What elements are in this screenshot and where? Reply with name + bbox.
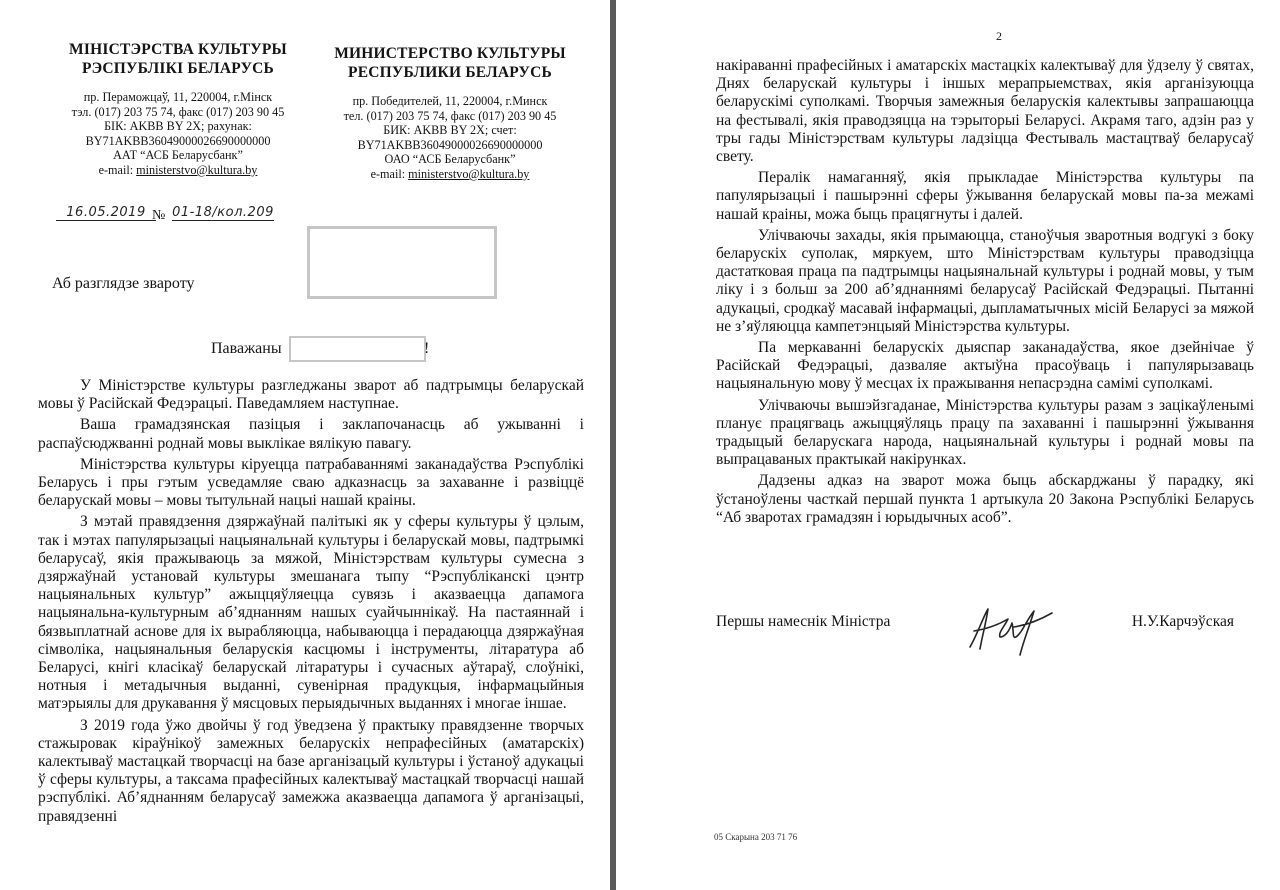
org-bank-code: БИК: AKBB BY 2X; счет: (383, 123, 517, 138)
executor-note: 05 Скарына 203 71 76 (714, 832, 798, 842)
redacted-recipient-address (307, 226, 497, 299)
org-email-label: e-mail: (370, 166, 409, 181)
page-number: 2 (996, 29, 1002, 43)
letter-body-page-1 (38, 377, 584, 829)
org-email-row (320, 167, 580, 182)
handwritten-signature (964, 603, 1056, 661)
body-paragraph: Улічваючы захады, якія прымаюцца, станоўчыя зваротныя водгукі з боку беларускіх суполак, мяркуем, што Міністэрствам культуры праводзіцца дастатковая праца па падтрымцы нацыянальнай культуры і роднай мовы, у тым ліку і з больш за 200 аб’яднаннямі беларусаў Расійскай Федэрацыі. Пытанні адукацыі, сродкаў масавай інфармацыі, дыпламатычных місій Беларусі за мяжой не з’яўляюцца кампетэнцыяй Міністэрства культуры. (716, 226, 1254, 335)
signer-name: Н.У.Карчэўская (1131, 613, 1234, 630)
greeting-exclamation: ! (424, 340, 430, 357)
body-paragraph: Улічваючы вышэйзгаданае, Міністэрства культуры разам з зацікаўленымі планує працягваць ажыццяўляць працу па захаванні і пашырэнні ўжывання традыцый беларускага народа, нацыянальнай культуры і роднай мовы па выпрацаваных практыкай накірунках. (716, 396, 1254, 469)
org-phone: тэл. (017) 203 75 74, факс (017) 203 90 45 (71, 104, 285, 119)
org-account: BY71AKBB36049000026690000000 (85, 133, 271, 148)
greeting: Паважаны (211, 340, 282, 357)
letter-subject: Аб разглядзе звароту (52, 275, 195, 292)
org-bank: ОАО “АСБ Беларусбанк” (384, 152, 516, 167)
org-name-line1: МІНІСТЭРСТВА КУЛЬТУРЫ (69, 41, 287, 58)
body-paragraph: У Міністэрстве культуры разгледжаны зварот аб падтрымцы беларускай мовы ў Расійскай Федэрацыі. Паведамляем наступнае. (38, 377, 584, 413)
redacted-recipient-name (289, 336, 426, 362)
body-paragraph: Па меркаванні беларускіх дыяспар заканадаўства, якое дзейнічае ў Расійскай Федэрацыі, дазваляе актыўна прасоўваць і папулярызаваць нацыянальную мову ў месцах іх пражывання непасрэдна самімі суполкамі. (716, 339, 1254, 393)
signer-title: Першы намеснік Міністра (716, 613, 891, 630)
letterhead-russian (320, 44, 580, 182)
body-paragraph: Пералік намаганняў, якія прыкладае Міністэрства культуры па папулярызацыі і пашырэнні сферы ўжывання беларускай мовы па-за межамі нашай краіны, можа быць працягнуты і далей. (716, 169, 1254, 223)
body-paragraph: Дадзены адказ на зварот можа быць абскарджаны ў парадку, які ўстаноўлены часткай першай пункта 1 артыкула 20 Закона Рэспублікі Беларусь “Аб зваротах грамадзян і юрыдычных асоб”. (716, 472, 1254, 526)
org-email: ministerstvo@kultura.by (408, 166, 530, 181)
org-address: пр. Пераможцаў, 11, 220004, г.Мінск (83, 90, 273, 104)
org-account: BY71AKBB36049000026690000000 (357, 137, 543, 152)
body-paragraph: накіраванні прафесійных і аматарскіх мастацкіх калектываў для ўдзелу ў святах, Днях беларускай культуры і іншых мерапрыемствах, якія арганізуюцца беларускімі суполкамі. Творчыя замежныя беларускія калектывы запрашаюцца на фестывалі, якія праводзяцца на тэрыторыі Беларусі. Акрамя таго, адзін раз у тры гады Міністэрствам культуры ладзіцца Фестываль мастацтваў беларусаў свету. (716, 57, 1254, 166)
org-name-line1: МИНИСТЕРСТВО КУЛЬТУРЫ (334, 45, 566, 62)
body-paragraph: З мэтай правядзення дзяржаўнай палітыкі як у сферы культуры ў цэлым, так і мэтах папулярызацыі нацыянальнай культуры і беларускай мовы, падтрымкі беларусаў, якія пражываюць за мяжой, Міністэрствам культуры сумесна з дзяржаўнай установай культуры змешанага тыпу “Рэспубліканскі цэнтр нацыянальных культур” ажыццяўляецца сувязь і аказваецца дапамога нацыянальна-культурным аб’яднанням нашых суайчыннікаў. На пастаяннай і бязвыплатнай аснове для іх вырабляюцца, набываюцца і перадаюцца дзяржаўная сімволіка, нацыянальныя беларускія касцюмы і інструменты, літаратура аб Беларусі, кнігі класікаў беларускай літаратуры і сучасных аўтараў, слоўнікі, нотныя і метадычныя выданні, сувенірная прадукцыя, інфармацыйныя матэрыялы для друкавання ў мясцовых перыядычных выданнях і многае іншае. (38, 513, 584, 713)
body-paragraph: Ваша грамадзянская пазіцыя і заклапочанасць аб ужыванні і распаўсюджванні роднай мовы выклікае вялікую павагу. (38, 416, 584, 452)
letter-page-1 (0, 0, 610, 890)
body-paragraph: З 2019 года ўжо двойчы ў год ўведзена ў практыку правядзенне творчых стажыровак кіраўнікоў замежных беларускіх непрафесійных (аматарскіх) калектываў мастацкай творчасці на базе арганізацый культуры і ўстаноў адукацыі ў сферы культуры, а таксама прафесійных калектываў мастацкай творчасці нашай рэспублікі. Аб’яднанням беларусаў замежжа аказваецца дапамога ў арганізацыі, правядзенні (38, 716, 584, 825)
org-name-line2: РЭСПУБЛІКІ БЕЛАРУСЬ (81, 60, 275, 77)
signature-block (716, 611, 1254, 671)
org-bank: ААТ “АСБ Беларусбанк” (113, 148, 243, 163)
org-phone: тел. (017) 203 75 74, факс (017) 203 90 45 (343, 108, 557, 123)
org-bank-code: БІК: AKBB BY 2X; рахунак: (104, 119, 252, 134)
letterhead-belarusian (40, 40, 316, 178)
org-email: ministerstvo@kultura.by (136, 162, 258, 177)
number-sign: № (152, 208, 166, 223)
org-address: пр. Победителей, 11, 220004, г.Минск (352, 94, 548, 108)
org-email-row (40, 163, 316, 178)
registration-date: 16.05.2019 (56, 205, 156, 221)
letter-body-page-2 (716, 57, 1254, 530)
org-name-line2: РЕСПУБЛИКИ БЕЛАРУСЬ (348, 64, 552, 81)
registration-number: 01-18/кол.209 (172, 205, 274, 220)
body-paragraph: Міністэрства культуры кіруецца патрабаваннямі заканадаўства Рэспублікі Беларусь і пры гэтым усведамляе сваю адказнасць за захаванне і развіццё беларускай мовы – мовы тытульнай нацыі нашай краіны. (38, 455, 584, 510)
letter-page-2 (616, 0, 1280, 890)
org-email-label: e-mail: (98, 162, 137, 177)
